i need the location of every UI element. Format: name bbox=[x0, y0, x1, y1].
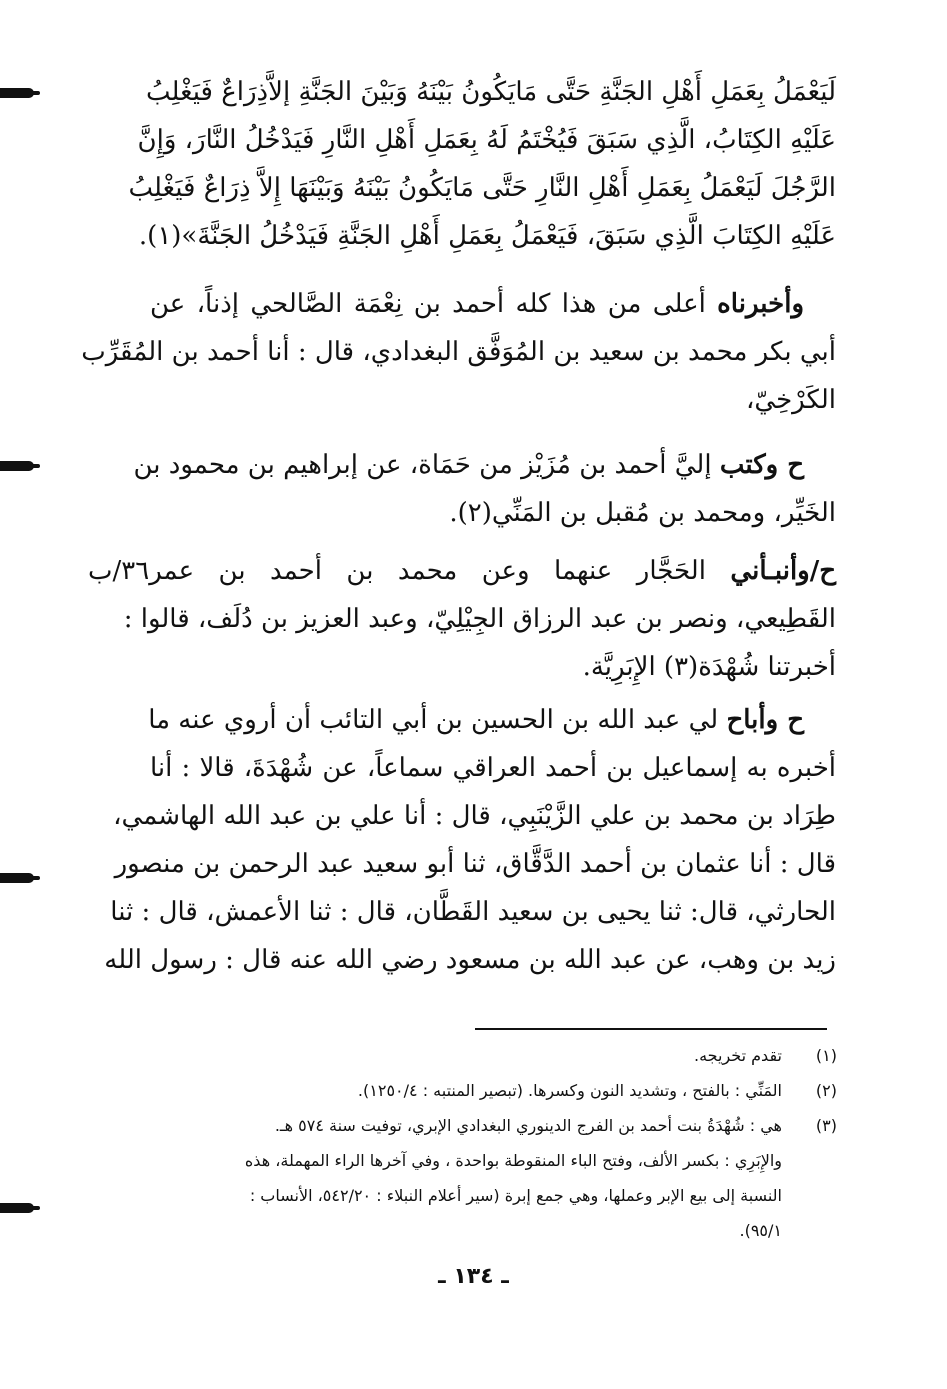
text-line: زيد بن وهب، عن عبد الله بن مسعود رضي الله عنه قال : رسول الله bbox=[104, 945, 836, 975]
footnote-line: النسبة إلى بيع الإبر وعملها، وهي جمع إبرة (سير أعلام النبلاء : ٥٤٢/٢٠، الأنساب : bbox=[249, 1186, 782, 1205]
hadith-text-paragraph bbox=[128, 68, 836, 260]
footnote-line: المَنِّي : بالفتح ، وتشديد النون وكسرها. (تبصير المنتبه : ١٢٥٠/٤). bbox=[357, 1081, 782, 1100]
text-line: عَلَيْهِ الكِتَابُ، الَّذِي سَبَقَ فَيُخْتَمُ لَهُ بِعَمَلِ أَهْلِ النَّارِ فَيَدْخُلُ النَّارَ، وَإِنَّ bbox=[137, 125, 836, 155]
text-line: أخبرتنا شُهْدَة(٣) الإِبَرِيَّة. bbox=[582, 652, 836, 682]
text-line: الحارثي، قال: ثنا يحيى بن سعيد القَطَّان، قال : ثنا الأعمش، قال : ثنا bbox=[110, 897, 836, 927]
text-line: قال : أنا عثمان بن أحمد الدَّقَّاق، ثنا أبو سعيد عبد الرحمن بن منصور bbox=[114, 849, 836, 879]
footnote bbox=[155, 1073, 837, 1108]
footnotes bbox=[155, 1038, 837, 1248]
footnote-body bbox=[155, 1038, 782, 1073]
text-line: الرَّجُلَ لَيَعْمَلُ بِعَمَلِ أَهْلِ النَّارِ حَتَّى مَايَكُونُ بَيْنَهُ وَبَيْنَهَا إِلاَّ ذِرَاعٌ فَيَغْلِبُ bbox=[128, 173, 836, 203]
isnad-paragraph bbox=[81, 280, 836, 424]
scan-margin-mark bbox=[0, 461, 34, 471]
isnad-paragraph bbox=[88, 547, 836, 691]
footnote-line: ٩٥/١). bbox=[739, 1221, 782, 1240]
text-line bbox=[88, 547, 836, 595]
footnote-body bbox=[155, 1108, 782, 1248]
text-line: عَلَيْهِ الكِتَابَ الَّذِي سَبَقَ، فَيَعْمَلُ بِعَمَلِ أَهْلِ الجَنَّةِ فَيَدْخُلُ الجَنَّةَ»(١). bbox=[138, 221, 836, 251]
text-span: أعلى من هذا كله أحمد بن نِعْمَة الصَّالحي إذناً، عن bbox=[150, 289, 706, 319]
paragraph-lead-word: وأخبرناه bbox=[717, 289, 804, 319]
footnote-separator bbox=[475, 1028, 827, 1030]
footnote-number: (٢) bbox=[815, 1081, 837, 1100]
text-line: طِرَاد بن محمد بن علي الزَّيْنَبِي، قال : أنا علي بن عبد الله الهاشمي، bbox=[113, 801, 836, 831]
text-line bbox=[150, 696, 836, 744]
text-span: إليَّ أحمد بن مُزَيْز من حَمَاة، عن إبراهيم بن محمود بن bbox=[133, 450, 712, 480]
scan-margin-mark bbox=[0, 873, 34, 883]
footnote-line: والإِبَرِي : بكسر الألف، وفتح الباء المنقوطة بواحدة ، وفي آخرها الراء المهملة، هذه bbox=[244, 1151, 782, 1170]
text-line: الخَيِّر، ومحمد بن مُقبل بن المَنِّي(٢). bbox=[449, 498, 836, 528]
text-line bbox=[150, 280, 836, 328]
scan-margin-mark bbox=[0, 88, 34, 98]
footnote bbox=[155, 1038, 837, 1073]
text-line: لَيَعْمَلُ بِعَمَلِ أَهْلِ الجَنَّةِ حَتَّى مَايَكُونُ بَيْنَهُ وَبَيْنَ الجَنَّةِ إلاَّذِرَاعٌ فَيَغْلِبُ bbox=[146, 77, 836, 107]
paragraph-lead-word: ح وأباح bbox=[726, 705, 804, 735]
footnote-body bbox=[155, 1073, 782, 1108]
footnote bbox=[155, 1108, 837, 1248]
text-line bbox=[133, 441, 836, 489]
text-line: القَطِيعي، ونصر بن عبد الرزاق الجِيْلِيّ، وعبد العزيز بن دُلَف، قالوا : bbox=[123, 604, 836, 634]
isnad-paragraph bbox=[133, 441, 836, 537]
footnote-line: هي : شُهْدَةُ بنت أحمد بن الفرج الدينوري البغدادي الإبري، توفيت سنة ٥٧٤ هـ. bbox=[274, 1116, 782, 1135]
footnote-number: (١) bbox=[815, 1046, 837, 1065]
text-span: الحَجَّار عنهما وعن محمد بن أحمد بن عمر٣٦/ب bbox=[88, 556, 706, 586]
isnad-paragraph bbox=[104, 696, 836, 984]
text-line: أبي بكر محمد بن سعيد بن المُوَفَّق البغدادي، قال : أنا أحمد بن المُقَرِّب bbox=[81, 337, 836, 367]
text-span: لي عبد الله بن الحسين بن أبي التائب أن أروي عنه ما bbox=[148, 705, 719, 735]
footnote-number: (٣) bbox=[815, 1116, 837, 1135]
page-number: ـ ١٣٤ ـ bbox=[438, 1264, 509, 1289]
text-line: أخبره به إسماعيل بن أحمد العراقي سماعاً، عن شُهْدَةَ، قالا : أنا bbox=[150, 753, 836, 783]
footnote-line: تقدم تخريجه. bbox=[694, 1046, 782, 1065]
scan-margin-mark bbox=[0, 1203, 34, 1213]
paragraph-lead-word: ح/وأنبـأني bbox=[730, 556, 837, 586]
text-line: الكَرْخِيّ، bbox=[746, 385, 836, 415]
paragraph-lead-word: ح وكتب bbox=[719, 450, 804, 480]
